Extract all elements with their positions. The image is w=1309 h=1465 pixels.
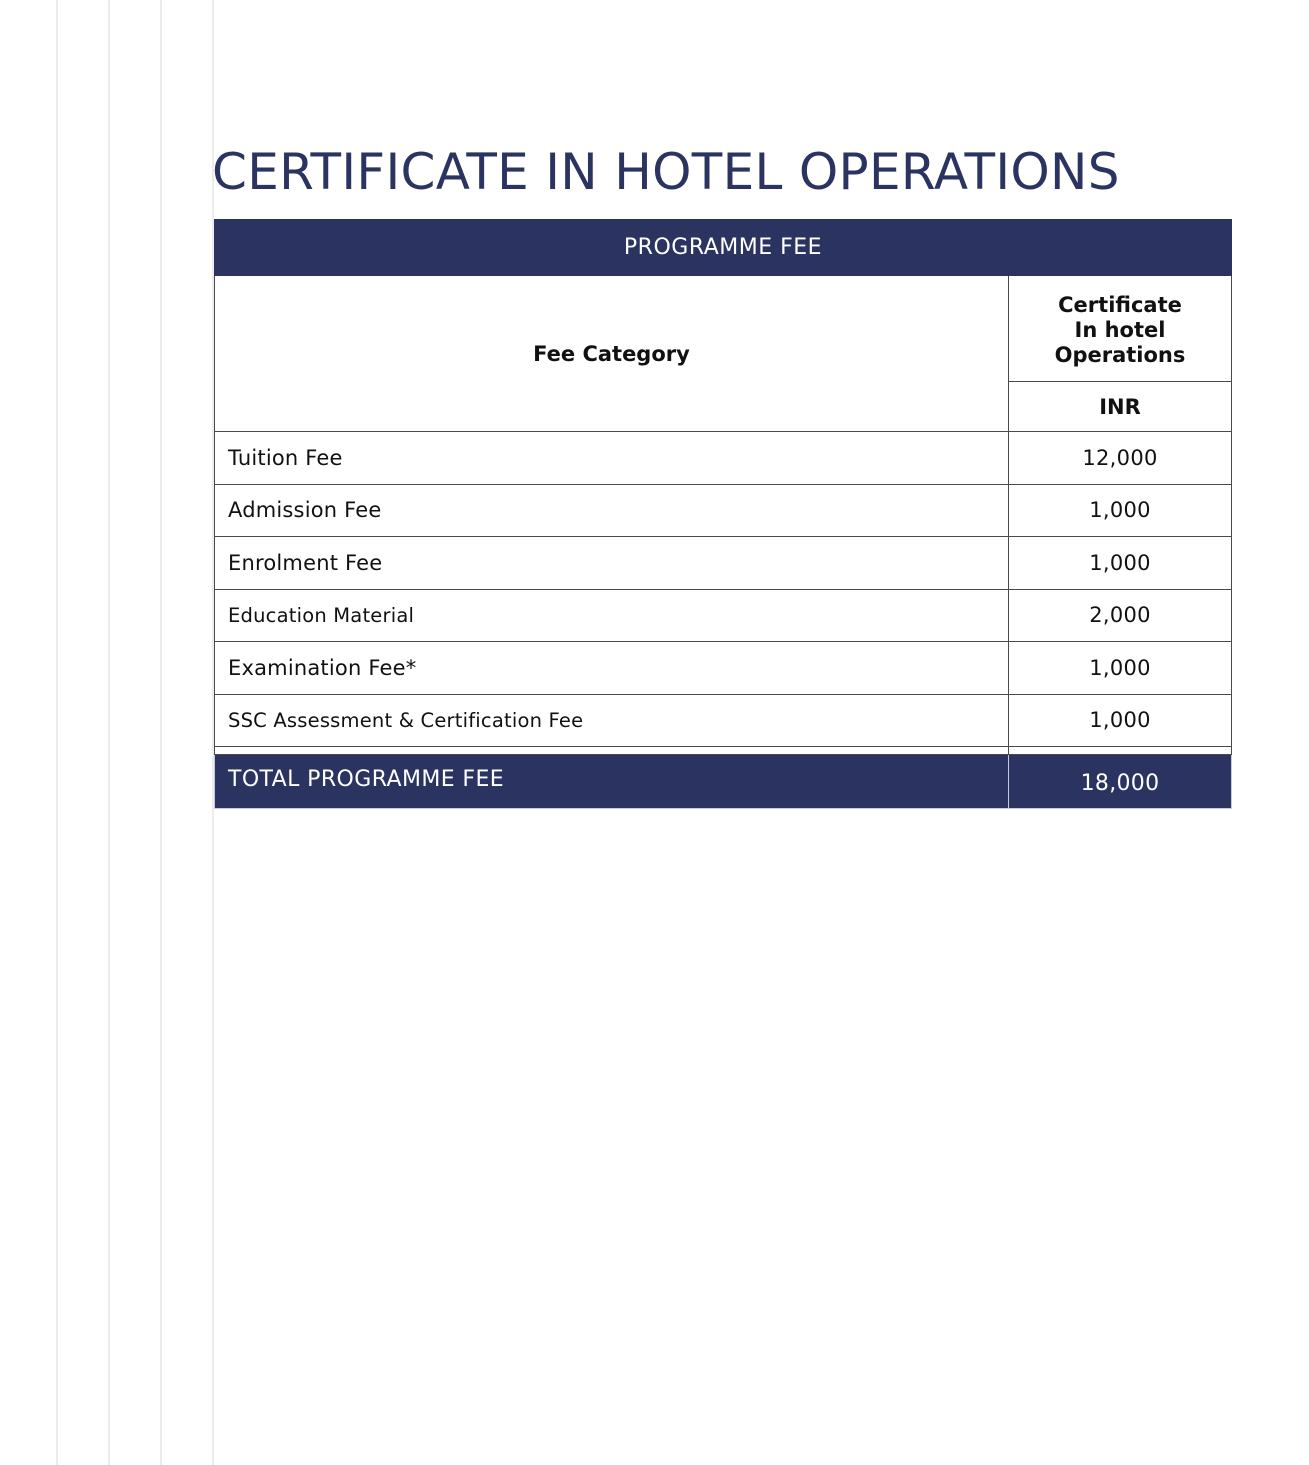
- spacer-cell: [215, 747, 1009, 755]
- programme-column-header: [1009, 276, 1232, 382]
- programme-header-line-2: In hotel: [1074, 318, 1166, 342]
- table-row: [215, 642, 1232, 695]
- guide-line-2: [108, 0, 110, 1465]
- fee-amount: 2,000: [1009, 589, 1232, 642]
- guide-line-1: [56, 0, 58, 1465]
- table-row: [215, 484, 1232, 537]
- total-row: [215, 755, 1232, 809]
- page-title: CERTIFICATE IN HOTEL OPERATIONS: [212, 143, 1120, 201]
- programme-fee-table: [214, 219, 1232, 809]
- spacer-row: [215, 747, 1232, 755]
- total-amount: 18,000: [1009, 755, 1232, 809]
- fee-label: Enrolment Fee: [215, 537, 1009, 590]
- programme-fee-banner: PROGRAMME FEE: [215, 220, 1232, 276]
- spacer-cell: [1009, 747, 1232, 755]
- guide-line-3: [160, 0, 162, 1465]
- table-row: [215, 694, 1232, 747]
- programme-header-line-3: Operations: [1054, 343, 1186, 367]
- column-header-row: [215, 276, 1232, 382]
- fee-amount: 12,000: [1009, 432, 1232, 485]
- fee-amount: 1,000: [1009, 537, 1232, 590]
- fee-label: Tuition Fee: [215, 432, 1009, 485]
- fee-label: Education Material: [215, 589, 1009, 642]
- table-row: [215, 537, 1232, 590]
- fee-amount: 1,000: [1009, 642, 1232, 695]
- table-banner-row: [215, 220, 1232, 276]
- fee-label: Admission Fee: [215, 484, 1009, 537]
- fee-label: Examination Fee*: [215, 642, 1009, 695]
- table-row: [215, 432, 1232, 485]
- table-row: [215, 589, 1232, 642]
- currency-header: INR: [1009, 382, 1232, 432]
- fee-amount: 1,000: [1009, 694, 1232, 747]
- fee-category-header: Fee Category: [215, 276, 1009, 432]
- programme-header-line-1: Certificate: [1058, 293, 1182, 317]
- fee-amount: 1,000: [1009, 484, 1232, 537]
- total-label: TOTAL PROGRAMME FEE: [215, 755, 1009, 809]
- fee-label: SSC Assessment & Certification Fee: [215, 694, 1009, 747]
